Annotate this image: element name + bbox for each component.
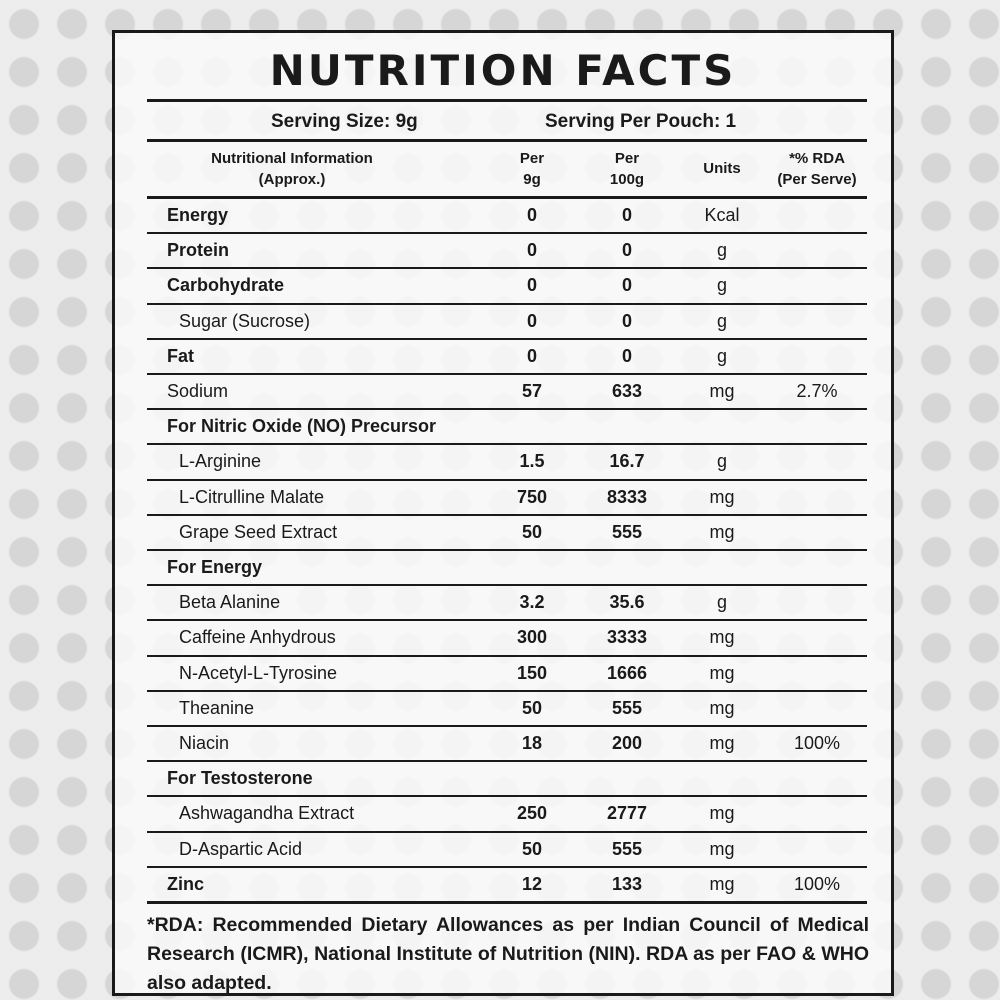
unit: g <box>716 592 727 613</box>
value-per-100g: 1666 <box>606 662 648 683</box>
unit: mg <box>709 662 735 683</box>
value-per-serve: 12 <box>521 873 543 894</box>
unit: mg <box>709 627 735 648</box>
nutrient-name: Niacin <box>179 733 230 753</box>
value-per-serve: 300 <box>516 627 548 648</box>
value-per-serve: 1.5 <box>519 451 545 472</box>
table-row <box>147 444 867 479</box>
unit: g <box>716 310 727 331</box>
unit: g <box>716 275 727 296</box>
nutrient-name: Sugar (Sucrose) <box>179 310 311 331</box>
nutrient-name: For Energy <box>167 557 263 577</box>
header-units: Units <box>703 160 741 177</box>
value-per-100g: 2777 <box>606 803 648 824</box>
value-per-100g: 0 <box>621 240 632 261</box>
nutrient-name: Caffeine Anhydrous <box>179 627 336 648</box>
nutrient-name: D-Aspartic Acid <box>179 838 303 859</box>
nutrient-name: N-Acetyl-L-Tyrosine <box>179 662 338 683</box>
unit: mg <box>709 486 735 507</box>
value-per-serve: 150 <box>516 662 548 683</box>
table-row <box>147 515 867 550</box>
value-per-serve: 0 <box>526 275 537 296</box>
header-nutritional-information: Nutritional Information (Approx.) <box>211 150 373 188</box>
table-row <box>147 374 867 409</box>
table-row <box>147 867 867 902</box>
unit: mg <box>709 733 735 753</box>
serving-size: Serving Size: 9g <box>271 111 418 132</box>
serving-info <box>147 104 867 140</box>
rda-percent: 2.7% <box>796 381 838 401</box>
unit: g <box>716 345 727 366</box>
header-per-serve: Per 9g <box>519 150 545 188</box>
value-per-100g: 633 <box>611 381 643 401</box>
nutrient-name: Sodium <box>167 381 229 401</box>
nutrient-name: For Nitric Oxide (NO) Precursor <box>167 416 437 437</box>
unit: mg <box>709 697 735 718</box>
nutrient-name: For Testosterone <box>167 768 313 789</box>
table-row <box>147 585 867 620</box>
divider <box>147 139 867 142</box>
value-per-serve: 57 <box>521 381 543 401</box>
value-per-serve: 0 <box>526 205 537 225</box>
table-row <box>147 268 867 303</box>
nutrient-name: Protein <box>167 240 230 261</box>
divider <box>147 99 867 102</box>
rda-percent: 100% <box>793 733 841 753</box>
value-per-100g: 16.7 <box>609 451 645 472</box>
value-per-serve: 50 <box>521 521 543 542</box>
value-per-100g: 0 <box>621 275 632 296</box>
nutrient-name: Energy <box>167 205 229 225</box>
section-heading <box>147 761 867 796</box>
value-per-100g: 555 <box>611 697 643 718</box>
value-per-100g: 8333 <box>606 486 648 507</box>
value-per-serve: 50 <box>521 697 543 718</box>
unit: mg <box>709 873 735 894</box>
value-per-100g: 133 <box>611 873 643 894</box>
nutrient-name: Grape Seed Extract <box>179 521 338 542</box>
value-per-100g: 555 <box>611 521 643 542</box>
rda-percent: 100% <box>793 873 841 894</box>
table-row <box>147 796 867 831</box>
table-row <box>147 304 867 339</box>
value-per-100g: 200 <box>611 733 643 753</box>
value-per-serve: 0 <box>526 240 537 261</box>
value-per-100g: 3333 <box>606 627 648 648</box>
nutrient-name: L-Citrulline Malate <box>179 486 325 507</box>
table-header <box>147 144 867 196</box>
value-per-serve: 50 <box>521 838 543 859</box>
page-title: NUTRITION FACTS <box>269 46 737 95</box>
nutrient-name: Theanine <box>179 697 255 718</box>
unit: g <box>716 240 727 261</box>
nutrient-name: Zinc <box>167 873 205 894</box>
table-row <box>147 480 867 515</box>
table-row <box>147 339 867 374</box>
value-per-serve: 3.2 <box>519 592 545 613</box>
value-per-100g: 0 <box>621 205 632 225</box>
value-per-100g: 555 <box>611 838 643 859</box>
section-heading <box>147 550 867 585</box>
value-per-serve: 18 <box>521 733 543 753</box>
section-heading <box>147 409 867 444</box>
unit: mg <box>709 838 735 859</box>
nutrient-name: L-Arginine <box>179 451 262 472</box>
nutrient-name: Carbohydrate <box>167 275 285 296</box>
unit: mg <box>709 803 735 824</box>
value-per-100g: 0 <box>621 345 632 366</box>
table-row <box>147 656 867 691</box>
table-row <box>147 233 867 268</box>
value-per-100g: 0 <box>621 310 632 331</box>
header-rda: *% RDA (Per Serve) <box>777 150 857 188</box>
row-divider <box>147 901 867 904</box>
unit: g <box>716 451 727 472</box>
table-row <box>147 726 867 761</box>
table-row <box>147 832 867 867</box>
table-row <box>147 198 867 233</box>
unit: Kcal <box>704 205 740 225</box>
rda-footnote: *RDA: Recommended Dietary Allowances as per Indian Council of Medical Research (ICMR), National Institute of Nutrition (NIN). RDA as per FAO & WHO also adapted. <box>147 914 869 994</box>
value-per-serve: 0 <box>526 310 537 331</box>
value-per-serve: 750 <box>516 486 548 507</box>
unit: mg <box>709 381 735 401</box>
table-row <box>147 620 867 655</box>
unit: mg <box>709 521 735 542</box>
value-per-serve: 0 <box>526 345 537 366</box>
nutrient-name: Ashwagandha Extract <box>179 803 355 824</box>
nutrition-facts-panel <box>112 30 894 996</box>
nutrient-name: Beta Alanine <box>179 592 281 613</box>
nutrient-name: Fat <box>167 345 194 366</box>
value-per-serve: 250 <box>516 803 548 824</box>
header-per-100g: Per 100g <box>609 150 645 188</box>
serving-per-pouch: Serving Per Pouch: 1 <box>545 111 737 132</box>
table-row <box>147 691 867 726</box>
value-per-100g: 35.6 <box>609 592 645 613</box>
